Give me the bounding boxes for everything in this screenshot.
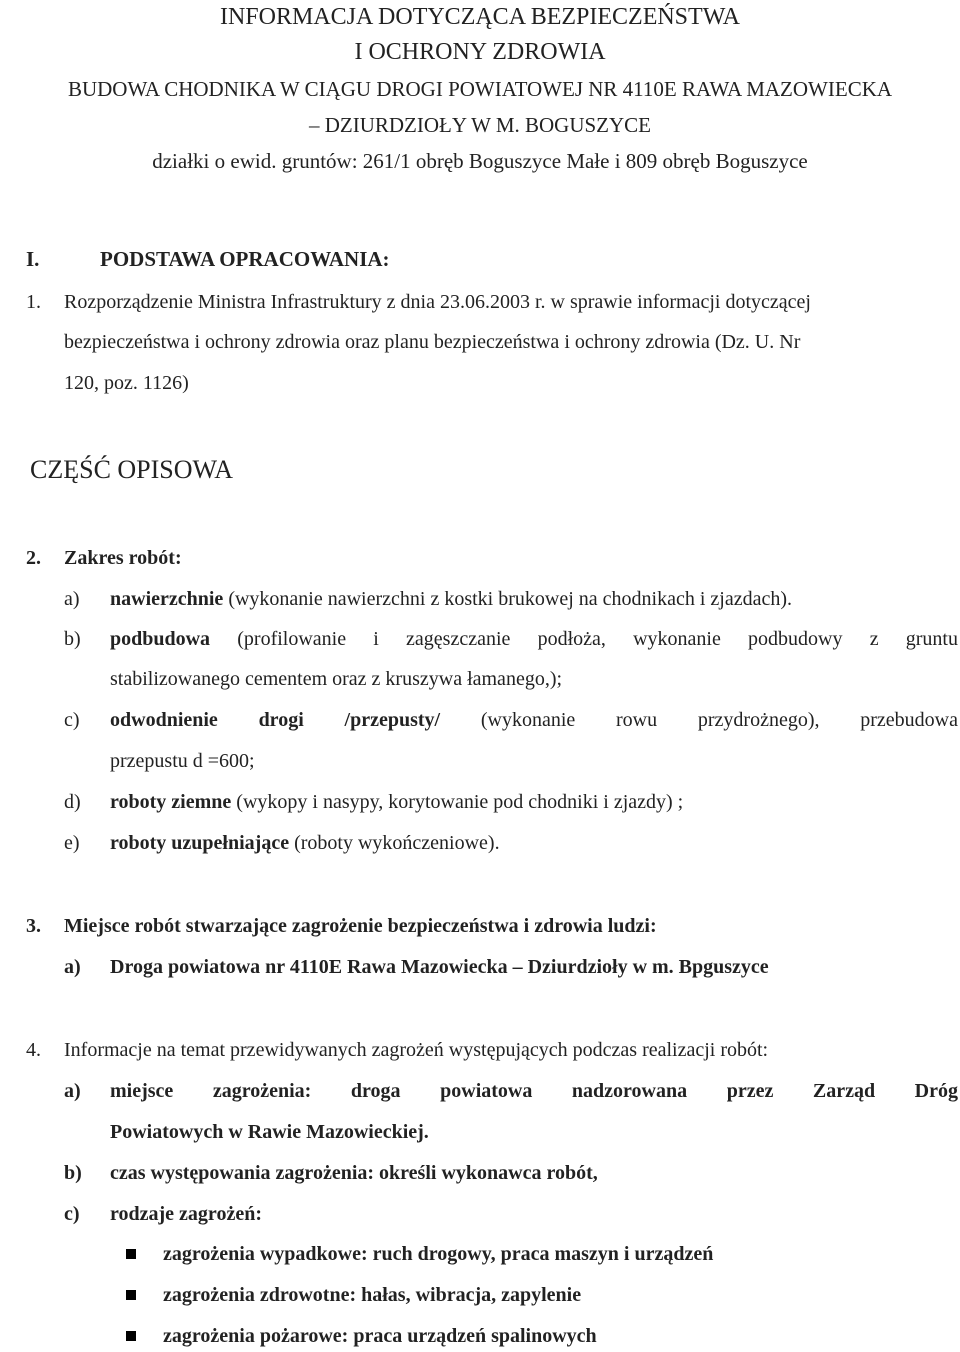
section2-e-letter: e)	[64, 832, 80, 854]
section2-title: Zakres robót:	[64, 547, 182, 569]
doc-subtitle-line2: – DZIURDZIOŁY W M. BOGUSZYCE	[308, 113, 652, 137]
section3-title: Miejsce robót stwarzające zagrożenie bezpieczeństwa i zdrowia ludzi:	[64, 915, 657, 937]
section2-a-letter: a)	[64, 588, 80, 610]
doc-subtitle-line3: działki o ewid. gruntów: 261/1 obręb Boguszyce Małe i 809 obręb Boguszyce	[152, 149, 808, 173]
section2-e-text	[110, 830, 500, 856]
section2-d-rest: (wykopy i nasypy, korytowanie pod chodniki i zjazdy) ;	[231, 791, 684, 813]
section3-a-letter: a)	[64, 956, 81, 978]
section2-c-line2: przepustu d =600;	[110, 750, 255, 772]
section2-c-line1	[110, 707, 958, 733]
section4-a-line1: miejsce zagrożenia: droga powiatowa nadzorowana przez Zarząd Dróg	[110, 1080, 958, 1102]
section2-b-rest: (profilowanie i zagęszczanie podłoża, wykonanie podbudowy z gruntu	[210, 628, 958, 650]
section1-number: I.	[26, 247, 40, 271]
section2-number: 2.	[26, 547, 41, 569]
descriptive-part-heading: CZĘŚĆ OPISOWA	[30, 455, 233, 484]
section2-b-bold: podbudowa	[110, 628, 211, 650]
section2-e-rest: (roboty wykończeniowe).	[289, 832, 500, 854]
doc-title-line1: INFORMACJA DOTYCZĄCA BEZPIECZEŃSTWA	[219, 4, 741, 30]
section4-a-letter: a)	[64, 1080, 81, 1102]
bullet-square-icon	[126, 1249, 136, 1259]
section3-number: 3.	[26, 915, 41, 937]
section4-b-text: czas występowania zagrożenia: określi wykonawca robót,	[110, 1162, 598, 1184]
hazard-list-item: zagrożenia pożarowe: praca urządzeń spalinowych	[163, 1325, 597, 1347]
section2-b-line1	[110, 626, 958, 652]
section2-c-bold: odwodnienie drogi /przepusty/	[110, 709, 441, 731]
section4-title: Informacje na temat przewidywanych zagrożeń występujących podczas realizacji robót:	[64, 1039, 769, 1061]
section2-c-text	[110, 707, 958, 733]
section2-a-text	[110, 586, 792, 612]
section2-d-bold: roboty ziemne	[110, 791, 232, 813]
doc-subtitle-line1: BUDOWA CHODNIKA W CIĄGU DROGI POWIATOWEJ NR 4110E RAWA MAZOWIECKA	[67, 77, 893, 101]
section1-item-line2: bezpieczeństwa i ochrony zdrowia oraz planu bezpieczeństwa i ochrony zdrowia (Dz. U. Nr	[64, 331, 801, 353]
bullet-square-icon	[126, 1290, 136, 1300]
section2-b-line2: stabilizowanego cementem oraz z kruszywa łamanego,);	[110, 668, 563, 690]
section3-a-text: Droga powiatowa nr 4110E Rawa Mazowiecka – Dziurdzioły w m. Bpguszyce	[110, 956, 769, 978]
section2-c-rest: (wykonanie rowu przydrożnego), przebudowa	[440, 709, 958, 731]
section1-item-line1: Rozporządzenie Ministra Infrastruktury z dnia 23.06.2003 r. w sprawie informacji dotyczącej	[64, 291, 811, 313]
section2-b-text	[110, 626, 958, 652]
section2-d-letter: d)	[64, 791, 81, 813]
section4-c-text: rodzaje zagrożeń:	[110, 1203, 262, 1225]
bullet-square-icon	[126, 1331, 136, 1341]
section2-a-rest: (wykonanie nawierzchni z kostki brukowej na chodnikach i zjazdach).	[223, 588, 792, 610]
section1-item-line3: 120, poz. 1126)	[64, 372, 189, 394]
section1-item-number: 1.	[26, 291, 41, 313]
section2-b-letter: b)	[64, 628, 81, 650]
section2-d-text	[110, 789, 683, 815]
section2-c-letter: c)	[64, 709, 80, 731]
section4-number: 4.	[26, 1039, 41, 1061]
section4-a-line2: Powiatowych w Rawie Mazowieckiej.	[110, 1121, 429, 1143]
section4-c-letter: c)	[64, 1203, 80, 1225]
section2-e-bold: roboty uzupełniające	[110, 832, 290, 854]
hazard-list-item: zagrożenia zdrowotne: hałas, wibracja, zapylenie	[163, 1284, 582, 1306]
section2-a-bold: nawierzchnie	[110, 588, 224, 610]
section4-b-letter: b)	[64, 1162, 82, 1184]
section4-a-text	[110, 1078, 958, 1104]
section1-title: PODSTAWA OPRACOWANIA:	[100, 247, 390, 271]
doc-title-line2: I OCHRONY ZDROWIA	[354, 39, 606, 65]
hazard-list-item: zagrożenia wypadkowe: ruch drogowy, praca maszyn i urządzeń	[163, 1243, 714, 1265]
